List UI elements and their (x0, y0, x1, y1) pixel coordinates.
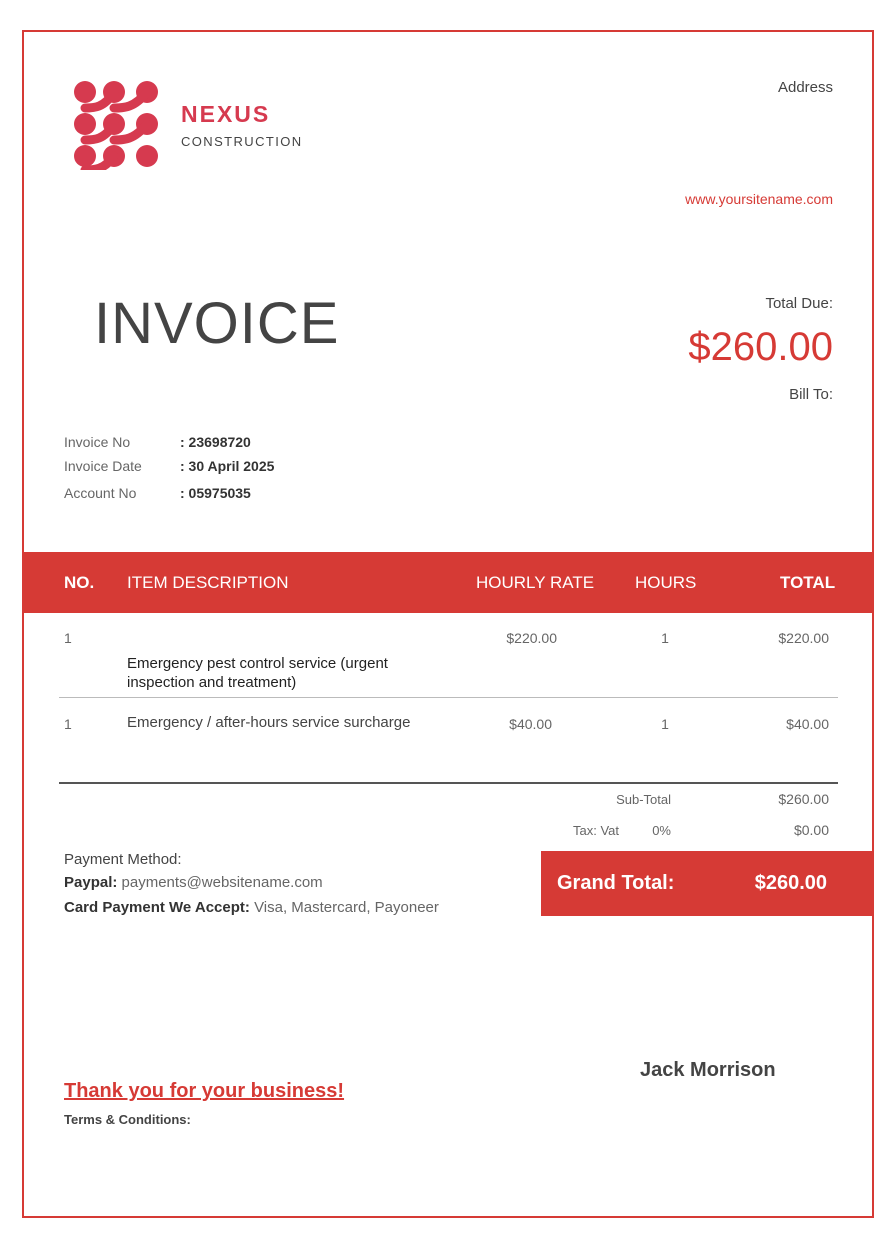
col-header-rate: HOURLY RATE (476, 573, 595, 592)
tax-value: $0.00 (793, 822, 829, 838)
invoice-no-label: Invoice No (64, 434, 131, 450)
grand-total-label: Grand Total: (557, 872, 675, 894)
invoice-date-label: Invoice Date (64, 458, 142, 474)
website-link[interactable]: www.yoursitename.com (685, 191, 833, 207)
brand-subtitle: CONSTRUCTION (181, 134, 303, 149)
paypal-line (64, 874, 323, 891)
grand-total-box (541, 851, 873, 916)
total-due-label: Total Due: (765, 295, 833, 312)
table-header (24, 552, 874, 613)
col-header-total: TOTAL (780, 573, 836, 592)
invoice-frame (22, 30, 874, 1218)
row-hours: 1 (661, 630, 669, 646)
tax-label: Tax: Vat (572, 823, 619, 838)
paypal-email: payments@websitename.com (121, 874, 323, 891)
row-rate: $220.00 (506, 630, 557, 646)
col-header-hours: HOURS (635, 573, 697, 592)
paypal-label: Paypal: (64, 874, 118, 891)
payment-method-title: Payment Method: (64, 851, 182, 868)
terms-conditions-label: Terms & Conditions: (64, 1112, 191, 1127)
account-no-label: Account No (64, 485, 137, 501)
invoice-date-value: : 30 April 2025 (180, 458, 275, 474)
card-payment-line (64, 899, 439, 916)
row-no: 1 (64, 630, 72, 646)
subtotal-value: $260.00 (778, 791, 829, 807)
row-rate: $40.00 (509, 716, 552, 732)
row-no: 1 (64, 716, 72, 732)
brand-name: NEXUS (181, 101, 271, 127)
dot-grid-logo-icon (74, 78, 160, 170)
company-address: Address (777, 79, 833, 96)
col-header-description: ITEM DESCRIPTION (127, 573, 289, 592)
col-header-no: NO. (64, 573, 95, 592)
account-no-value: : 05975035 (180, 485, 251, 501)
subtotal-label: Sub-Total (616, 792, 671, 807)
row-description: Emergency pest control service (urgent inspection and treatment) (127, 655, 388, 691)
tax-rate: 0% (652, 823, 671, 838)
signer-name: Jack Morrison (640, 1059, 776, 1081)
thank-you-message: Thank you for your business! (64, 1080, 345, 1102)
row-divider (59, 697, 838, 698)
row-hours: 1 (661, 716, 669, 732)
row-description: Emergency / after-hours service surcharge (127, 714, 411, 731)
row-total: $220.00 (778, 630, 829, 646)
card-payment-label: Card Payment We Accept: (64, 899, 250, 916)
total-due-amount: $260.00 (688, 325, 833, 369)
page-title: INVOICE (94, 291, 340, 356)
grand-total-value: $260.00 (754, 872, 827, 894)
card-payment-value: Visa, Mastercard, Payoneer (254, 899, 439, 916)
table-bottom-rule (59, 782, 838, 784)
bill-to-label: Bill To: (789, 386, 833, 403)
row-total: $40.00 (786, 716, 829, 732)
invoice-no-value: : 23698720 (180, 434, 251, 450)
